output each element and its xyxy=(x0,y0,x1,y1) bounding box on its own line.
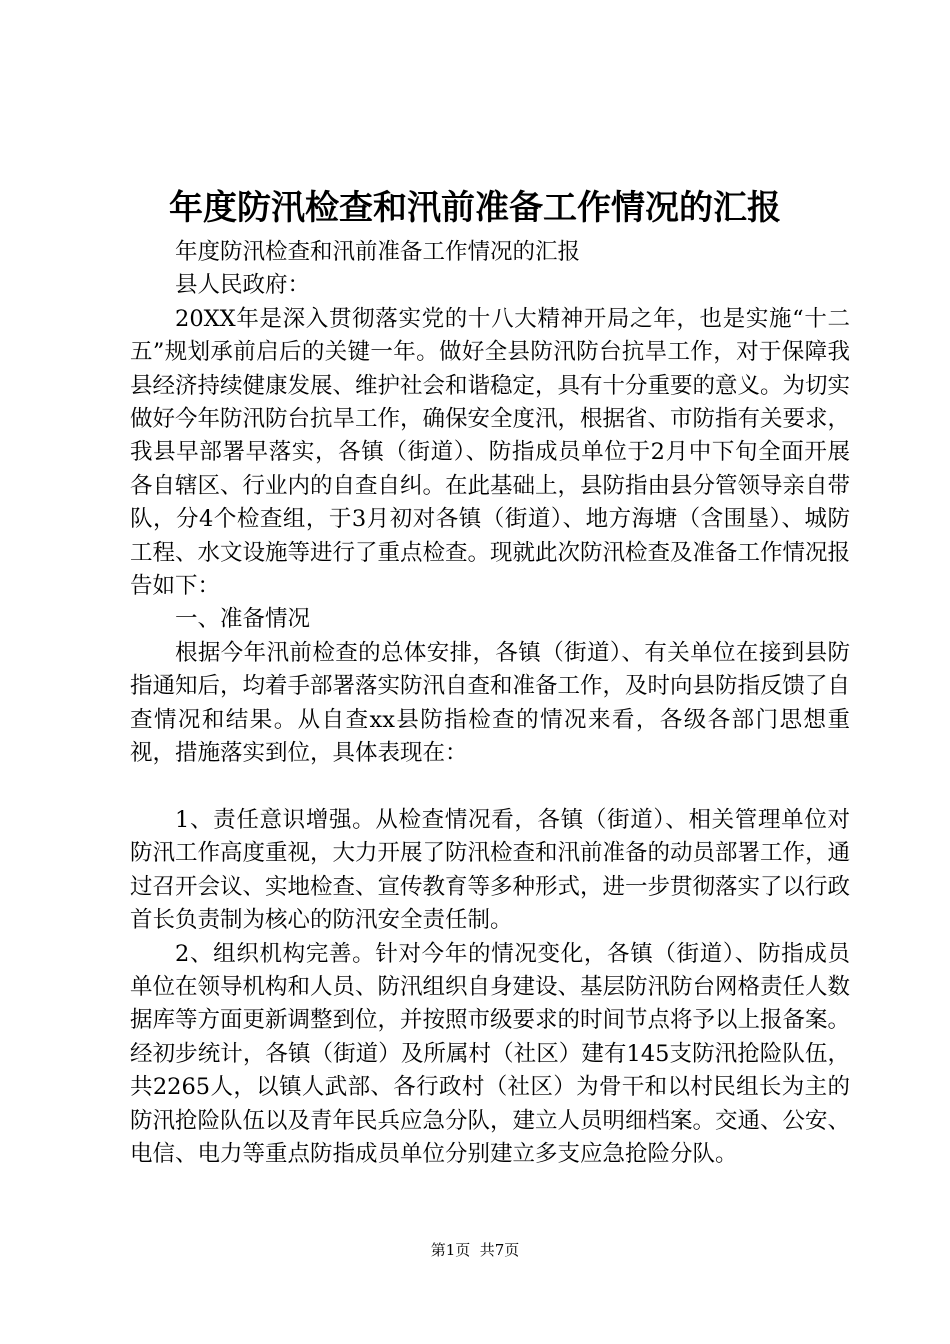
subtitle-paragraph: 年度防汛检查和汛前准备工作情况的汇报 xyxy=(175,239,581,265)
document-body xyxy=(130,236,850,1171)
document-title: 年度防汛检查和汛前准备工作情况的汇报 xyxy=(169,188,781,228)
body-paragraph: 根据今年汛前检查的总体安排，各镇（街道）、有关单位在接到县防指通知后，均着手部署落实防汛自查和准备工作，及时向县防指反馈了自查情况和结果。从自查xx县防指检查的情况来看，各级各部门思想重视，措施落实到位，具体表现在： xyxy=(130,639,851,767)
body-paragraph: 1、责任意识增强。从检查情况看，各镇（街道）、相关管理单位对防汛工作高度重视，大力开展了防汛检查和汛前准备的动员部署工作，通过召开会议、实地检查、宣传教育等多种形式，进一步贯彻落实了以行政首长负责制为核心的防汛安全责任制。 xyxy=(130,806,851,934)
page-number-footer: 第1页 共7页 xyxy=(430,1241,520,1259)
intro-paragraph: 20XX年是深入贯彻落实党的十八大精神开局之年，也是实施“十二五”规划承前启后的关键一年。做好全县防汛防台抗旱工作，对于保障我县经济持续健康发展、维护社会和谐稳定，具有十分重要的意义。为切实做好今年防汛防台抗旱工作，确保安全度汛，根据省、市防指有关要求，我县早部署早落实，各镇（街道）、防指成员单位于2月中下旬全面开展各自辖区、行业内的自查自纠。在此基础上，县防指由县分管领导亲自带队，分4个检查组，于3月初对各镇（街道）、地方海塘（含围垦）、城防工程、水文设施等进行了重点检查。现就此次防汛检查及准备工作情况报告如下： xyxy=(130,305,851,600)
section-heading: 一、准备情况 xyxy=(175,606,311,633)
salutation-paragraph: 县人民政府： xyxy=(175,272,311,299)
body-paragraph: 2、组织机构完善。针对今年的情况变化，各镇（街道）、防指成员单位在领导机构和人员、防汛组织自身建设、基层防汛防台网格责任人数据库等方面更新调整到位，并按照市级要求的时间节点将予以上报备案。经初步统计，各镇（街道）及所属村（社区）建有145支防汛抢险队伍，共2265人，以镇人武部、各行政村（社区）为骨干和以村民组长为主的防汛抢险队伍以及青年民兵应急分队，建立人员明细档案。交通、公安、电信、电力等重点防指成员单位分别建立多支应急抢险分队。 xyxy=(130,940,851,1167)
